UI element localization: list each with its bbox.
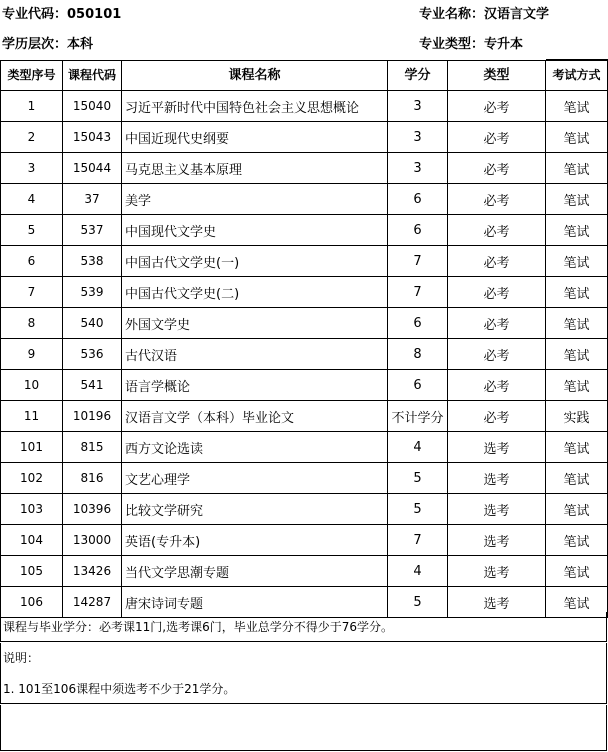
course-type: 选考 xyxy=(448,494,546,525)
course-name: 比较文学研究 xyxy=(122,494,388,525)
course-exam-method: 笔试 xyxy=(546,494,608,525)
course-name: 汉语言文学（本科）毕业论文 xyxy=(122,401,388,432)
course-type: 必考 xyxy=(448,91,546,122)
course-exam-method: 笔试 xyxy=(546,91,608,122)
course-credit: 不计学分 xyxy=(388,401,448,432)
table-row xyxy=(1,556,608,587)
table-row xyxy=(1,494,608,525)
course-seq: 8 xyxy=(1,308,63,339)
course-exam-method: 笔试 xyxy=(546,432,608,463)
course-type: 必考 xyxy=(448,246,546,277)
course-credit: 6 xyxy=(388,370,448,401)
course-code: 10396 xyxy=(63,494,122,525)
course-type: 必考 xyxy=(448,277,546,308)
notes-title: 说明： xyxy=(0,643,607,674)
col-header-exam: 考试方式 xyxy=(546,61,608,91)
major-name xyxy=(419,0,549,30)
course-name: 语言学概论 xyxy=(122,370,388,401)
course-code: 537 xyxy=(63,215,122,246)
course-exam-method: 笔试 xyxy=(546,153,608,184)
course-name: 外国文学史 xyxy=(122,308,388,339)
course-table xyxy=(0,60,608,618)
course-credit: 6 xyxy=(388,215,448,246)
course-code: 540 xyxy=(63,308,122,339)
course-exam-method: 笔试 xyxy=(546,370,608,401)
major-name-label: 专业名称： xyxy=(419,7,485,22)
course-seq: 103 xyxy=(1,494,63,525)
course-exam-method: 笔试 xyxy=(546,122,608,153)
course-seq: 102 xyxy=(1,463,63,494)
major-name-value: 汉语言文学 xyxy=(484,7,550,22)
major-code xyxy=(2,0,121,30)
course-code: 13426 xyxy=(63,556,122,587)
course-name: 习近平新时代中国特色社会主义思想概论 xyxy=(122,91,388,122)
course-seq: 105 xyxy=(1,556,63,587)
course-credit: 7 xyxy=(388,525,448,556)
course-name: 中国古代文学史(一) xyxy=(122,246,388,277)
course-name: 中国古代文学史(二) xyxy=(122,277,388,308)
col-header-code: 课程代码 xyxy=(63,61,122,91)
course-type: 必考 xyxy=(448,215,546,246)
education-level-label: 学历层次： xyxy=(2,37,68,52)
course-type: 选考 xyxy=(448,525,546,556)
education-level-value: 本科 xyxy=(67,37,94,52)
course-code: 539 xyxy=(63,277,122,308)
course-exam-method: 笔试 xyxy=(546,587,608,618)
course-seq: 3 xyxy=(1,153,63,184)
table-row xyxy=(1,91,608,122)
course-seq: 7 xyxy=(1,277,63,308)
course-code: 15043 xyxy=(63,122,122,153)
course-exam-method: 笔试 xyxy=(546,339,608,370)
course-type: 选考 xyxy=(448,432,546,463)
course-name: 中国现代文学史 xyxy=(122,215,388,246)
course-credit: 5 xyxy=(388,587,448,618)
course-code: 815 xyxy=(63,432,122,463)
course-exam-method: 实践 xyxy=(546,401,608,432)
course-seq: 5 xyxy=(1,215,63,246)
course-credit: 4 xyxy=(388,556,448,587)
table-row xyxy=(1,432,608,463)
col-header-name: 课程名称 xyxy=(122,61,388,91)
course-type: 选考 xyxy=(448,587,546,618)
course-type: 必考 xyxy=(448,339,546,370)
course-table-body xyxy=(1,91,608,618)
course-credit: 6 xyxy=(388,184,448,215)
course-type: 选考 xyxy=(448,556,546,587)
course-seq: 4 xyxy=(1,184,63,215)
credit-summary: 课程与毕业学分：必考课11门,选考课6门，毕业总学分不得少于76学分。 xyxy=(0,612,607,642)
course-seq: 1 xyxy=(1,91,63,122)
course-code: 538 xyxy=(63,246,122,277)
course-credit: 6 xyxy=(388,308,448,339)
course-name: 唐宋诗词专题 xyxy=(122,587,388,618)
table-header-row xyxy=(1,61,608,91)
course-credit: 7 xyxy=(388,277,448,308)
course-exam-method: 笔试 xyxy=(546,463,608,494)
course-type: 必考 xyxy=(448,370,546,401)
course-name: 当代文学思潮专题 xyxy=(122,556,388,587)
course-credit: 8 xyxy=(388,339,448,370)
course-code: 536 xyxy=(63,339,122,370)
major-type-value: 专升本 xyxy=(484,37,524,52)
course-type: 必考 xyxy=(448,308,546,339)
major-type xyxy=(419,30,523,60)
course-name: 西方文论选读 xyxy=(122,432,388,463)
course-name: 文艺心理学 xyxy=(122,463,388,494)
course-exam-method: 笔试 xyxy=(546,556,608,587)
table-row xyxy=(1,122,608,153)
course-type: 选考 xyxy=(448,463,546,494)
table-row xyxy=(1,277,608,308)
table-row xyxy=(1,308,608,339)
course-credit: 3 xyxy=(388,153,448,184)
course-type: 必考 xyxy=(448,401,546,432)
course-seq: 106 xyxy=(1,587,63,618)
course-name: 英语(专升本) xyxy=(122,525,388,556)
course-name: 马克思主义基本原理 xyxy=(122,153,388,184)
course-seq: 6 xyxy=(1,246,63,277)
course-type: 必考 xyxy=(448,153,546,184)
table-row xyxy=(1,401,608,432)
table-row xyxy=(1,246,608,277)
course-seq: 9 xyxy=(1,339,63,370)
course-code: 816 xyxy=(63,463,122,494)
course-credit: 3 xyxy=(388,122,448,153)
table-row xyxy=(1,184,608,215)
course-credit: 5 xyxy=(388,494,448,525)
course-seq: 104 xyxy=(1,525,63,556)
course-code: 15044 xyxy=(63,153,122,184)
course-exam-method: 笔试 xyxy=(546,184,608,215)
table-row xyxy=(1,215,608,246)
course-seq: 11 xyxy=(1,401,63,432)
course-code: 37 xyxy=(63,184,122,215)
note-1: 1. 101至106课程中须选考不少于21学分。 xyxy=(0,674,607,704)
course-seq: 2 xyxy=(1,122,63,153)
course-seq: 101 xyxy=(1,432,63,463)
course-code: 15040 xyxy=(63,91,122,122)
major-code-label: 专业代码： xyxy=(2,7,68,22)
course-exam-method: 笔试 xyxy=(546,215,608,246)
course-exam-method: 笔试 xyxy=(546,246,608,277)
course-credit: 3 xyxy=(388,91,448,122)
course-credit: 7 xyxy=(388,246,448,277)
course-credit: 4 xyxy=(388,432,448,463)
col-header-credit: 学分 xyxy=(388,61,448,91)
course-type: 必考 xyxy=(448,184,546,215)
course-exam-method: 笔试 xyxy=(546,308,608,339)
course-exam-method: 笔试 xyxy=(546,277,608,308)
course-name: 美学 xyxy=(122,184,388,215)
table-row xyxy=(1,153,608,184)
education-level xyxy=(2,30,93,60)
col-header-type: 类型 xyxy=(448,61,546,91)
table-row xyxy=(1,463,608,494)
col-header-seq: 类型序号 xyxy=(1,61,63,91)
major-code-value: 050101 xyxy=(67,7,122,22)
info-row-1 xyxy=(0,0,608,30)
course-code: 541 xyxy=(63,370,122,401)
course-code: 14287 xyxy=(63,587,122,618)
course-credit: 5 xyxy=(388,463,448,494)
course-name: 中国近现代史纲要 xyxy=(122,122,388,153)
course-code: 13000 xyxy=(63,525,122,556)
notes-blank-area xyxy=(0,705,607,751)
info-row-2 xyxy=(0,30,608,60)
course-name: 古代汉语 xyxy=(122,339,388,370)
course-exam-method: 笔试 xyxy=(546,525,608,556)
table-row xyxy=(1,370,608,401)
table-row xyxy=(1,339,608,370)
major-type-label: 专业类型： xyxy=(419,37,485,52)
course-code: 10196 xyxy=(63,401,122,432)
course-type: 必考 xyxy=(448,122,546,153)
table-row xyxy=(1,525,608,556)
course-seq: 10 xyxy=(1,370,63,401)
